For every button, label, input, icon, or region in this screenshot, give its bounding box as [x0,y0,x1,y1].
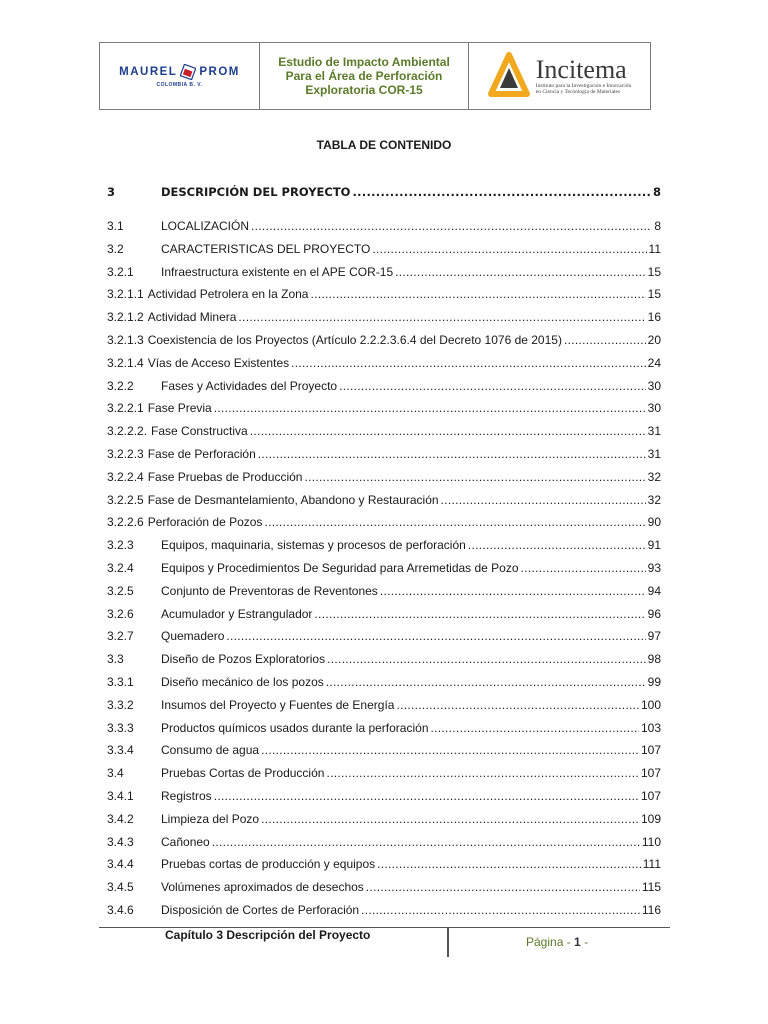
toc-entry-title: Equipos y Procedimientos De Seguridad para Arremetidas de Pozo [161,561,519,575]
toc-entry-title: Consumo de agua [161,743,260,758]
toc-entry-page: 110 [641,834,661,849]
toc-entry-number: 3.2.1.4 [107,355,144,370]
document-header [99,42,651,110]
toc-entry-page: 16 [647,310,661,325]
toc-dot-leader [250,423,646,440]
toc-entry-number: 3.2.2.2. [107,424,148,439]
toc-entry-page: 107 [640,743,661,758]
toc-entry[interactable] [107,879,661,896]
toc-entry[interactable] [107,492,661,509]
maurel-prom-emblem-icon [180,64,196,80]
toc-entry-number: 3.2.1.2 [107,310,144,325]
toc-entry[interactable] [107,218,661,235]
toc-dot-leader [251,218,652,235]
toc-entry[interactable] [107,697,661,714]
toc-entry-title: Productos químicos usados durante la perforación [161,720,429,735]
toc-entry-page: 115 [641,880,661,895]
toc-entry[interactable] [107,765,661,782]
toc-entry-page: 98 [647,652,661,667]
toc-entry[interactable] [107,241,661,258]
toc-entry-number: 3.2.3 [107,538,134,553]
toc-entry-title: Perforación de Pozos [147,515,263,530]
toc-entry[interactable] [107,309,661,326]
toc-entry-page: 8 [654,219,661,233]
toc-entry-title: Fase Constructiva [151,424,248,439]
toc-entry-page: 90 [647,515,661,530]
toc-dot-leader [380,583,646,600]
toc-entry[interactable] [107,332,661,349]
toc-entry-page: 107 [640,789,661,803]
toc-entry-title: Pruebas Cortas de Producción [161,766,325,781]
toc-entry-title: CARACTERISTICAS DEL PROYECTO [161,241,371,256]
header-title-line-3: Exploratoria COR-15 [305,83,423,97]
toc-entry-number: 3.2.2.6 [107,515,144,530]
toc-entry[interactable] [107,560,661,577]
toc-entry[interactable] [107,469,661,486]
toc-entry-title: Conjunto de Preventoras de Reventones [161,583,378,598]
footer-page-suffix: - [584,935,589,949]
toc-entry-number: 3.2.2.4 [107,469,144,484]
toc-entry-number: 3.4.1 [107,789,134,803]
toc-entry-number: 3.3.3 [107,720,134,735]
toc-dot-leader [361,902,640,919]
toc-entry-page: 116 [641,903,661,917]
toc-dot-leader [291,355,646,372]
toc-entry[interactable] [107,811,661,828]
toc-entry[interactable] [107,742,661,759]
toc-entry[interactable] [107,856,661,873]
toc-entry[interactable] [107,606,661,623]
toc-entry-number: 3 [107,185,116,199]
incitema-tagline-1: Instituto para la Investigación e Innovación [535,82,632,89]
toc-entry-page: 99 [647,675,661,689]
toc-entry-page: 100 [640,697,661,712]
toc-entry-title: Diseño de Pozos Exploratorios [161,652,326,667]
toc-dot-leader [214,788,639,805]
toc-entry-title: Pruebas cortas de producción y equipos [161,857,376,872]
toc-entry-page: 20 [647,333,661,347]
toc-entry-title: Cañoneo [161,834,210,849]
toc-entry-page: 93 [647,561,661,575]
footer-page-label: Página - [526,935,571,949]
header-title-line-1: Estudio de Impacto Ambiental [278,55,450,69]
incitema-logo [469,43,650,109]
toc-dot-leader [395,264,646,281]
toc-entry-number: 3.4 [107,766,124,781]
toc-entry-title: Insumos del Proyecto y Fuentes de Energía [161,697,395,712]
logo-subtitle: COLOMBIA B. V. [156,82,203,88]
toc-dot-leader [226,628,645,645]
toc-entry[interactable] [107,514,661,531]
toc-dot-leader [396,697,639,714]
toc-entry[interactable] [107,355,661,372]
toc-entry-title: Fase Pruebas de Producción [147,469,303,484]
toc-entry-title: Limpieza del Pozo [161,811,260,826]
toc-entry-number: 3.2.4 [107,561,134,575]
toc-entry-number: 3.3.1 [107,675,134,689]
toc-entry[interactable] [107,400,661,417]
footer-chapter: Capítulo 3 Descripción del Proyecto [165,928,371,942]
footer-page-number: 1 [574,935,581,949]
toc-dot-leader [521,560,646,577]
toc-entry-number: 3.1 [107,219,124,233]
toc-entry-title: Diseño mecánico de los pozos [161,675,324,689]
toc-entry-title: Vías de Acceso Existentes [147,355,290,370]
toc-dot-leader [264,514,645,531]
toc-entry-title: DESCRIPCIÓN DEL PROYECTO [161,185,351,199]
toc-entry-number: 3.3.2 [107,697,134,712]
toc-dot-leader [468,537,646,554]
toc-entry-number: 3.2.1.3 [107,333,144,347]
toc-dot-leader [441,492,646,509]
toc-entry[interactable] [107,651,661,668]
toc-entry-number: 3.2.6 [107,606,134,621]
toc-dot-leader [314,606,645,623]
toc-entry[interactable] [107,423,661,440]
toc-entry[interactable] [107,446,661,463]
toc-dot-leader [372,241,646,258]
toc-entry-page: 96 [647,606,661,621]
toc-dot-leader [258,446,646,463]
toc-entry-title: Fase de Perforación [147,447,256,461]
toc-entry-title: Equipos, maquinaria, sistemas y procesos de perforación [161,538,466,553]
toc-entry-page: 11 [648,241,661,256]
toc-entry-title: Volúmenes aproximados de desechos [161,880,364,895]
incitema-name: Incitema [535,54,627,84]
toc-entry-title: Quemadero [161,629,225,644]
toc-dot-leader [212,834,640,851]
toc-dot-leader [352,184,651,201]
toc-dot-leader [261,742,639,759]
toc-entry[interactable] [107,583,661,600]
toc-entry-page: 32 [647,469,661,484]
toc-entry-page: 109 [640,811,661,826]
toc-entry-title: Fases y Actividades del Proyecto [161,378,338,393]
toc-entry-page: 97 [647,629,661,644]
toc-entry-number: 3.4.3 [107,834,134,849]
toc-entry-page: 8 [652,185,661,199]
toc-dot-leader [261,811,639,828]
toc-entry-number: 3.4.5 [107,880,134,895]
toc-entry-page: 103 [640,720,661,735]
toc-entry-page: 15 [647,264,661,279]
toc-entry-page: 91 [647,538,661,553]
toc-entry-title: Disposición de Cortes de Perforación [161,903,360,917]
toc-entry-page: 31 [647,447,661,461]
toc-entry-number: 3.2.1.1 [107,287,144,302]
toc-entry-page: 111 [642,857,661,872]
toc-entry[interactable] [107,834,661,851]
toc-entry-title: Registros [161,789,212,803]
header-title-line-2: Para el Área de Perforación [285,69,443,83]
toc-entry-page: 30 [647,401,661,416]
toc-dot-leader [304,469,645,486]
toc-entry[interactable] [107,720,661,737]
maurel-prom-logo [100,43,260,109]
toc-entry-number: 3.2 [107,241,124,256]
toc-dot-leader [431,720,639,737]
toc-entry-title: Actividad Petrolera en la Zona [147,287,309,302]
toc-entry-number: 3.2.2.3 [107,447,144,461]
toc-entry[interactable] [107,788,661,805]
toc-entry[interactable] [107,184,661,201]
toc-entry-title: Fase de Desmantelamiento, Abandono y Restauración [147,492,439,507]
toc-entry[interactable] [107,902,661,919]
toc-entry-number: 3.2.2.1 [107,401,144,416]
toc-dot-leader [238,309,645,326]
toc-entry-page: 107 [640,766,661,781]
incitema-tagline-2: en Ciencia y Tecnología de Materiales [535,89,621,95]
toc-entry-page: 30 [647,378,661,393]
toc-entry-title: Acumulador y Estrangulador [161,606,313,621]
toc-entry[interactable] [107,537,661,554]
toc-dot-leader [366,879,640,896]
toc-entry-number: 3.4.2 [107,811,134,826]
toc-dot-leader [339,378,646,395]
toc-entry-number: 3.2.5 [107,583,134,598]
toc-title: TABLA DE CONTENIDO [316,138,452,152]
toc-entry-title: Actividad Minera [147,310,237,325]
toc-entry-page: 94 [647,583,661,598]
toc-entry[interactable] [107,286,661,303]
toc-entry-page: 15 [647,287,661,302]
logo-word-left: MAUREL [119,66,178,78]
toc-entry[interactable] [107,628,661,645]
toc-entry-number: 3.2.7 [107,629,134,644]
toc-entry-number: 3.2.1 [107,264,134,279]
toc-dot-leader [326,765,639,782]
toc-entry-title: LOCALIZACIÓN [161,219,250,233]
header-title [260,43,469,109]
toc-entry-number: 3.3.4 [107,743,134,758]
toc-entry-page: 32 [647,492,661,507]
toc-entry-number: 3.4.6 [107,903,134,917]
toc-entry-page: 24 [647,355,661,370]
incitema-emblem-icon [488,52,530,100]
toc-dot-leader [327,651,646,668]
toc-entry-number: 3.3 [107,652,124,667]
toc-dot-leader [377,856,641,873]
toc-dot-leader [310,286,645,303]
toc-entry-number: 3.2.2 [107,378,134,393]
footer-page [526,935,588,949]
toc-entry[interactable] [107,264,661,281]
footer-divider [447,927,449,957]
toc-dot-leader [326,674,646,691]
logo-word-right: PROM [199,66,240,78]
toc-entry-title: Infraestructura existente en el APE COR-15 [161,264,394,279]
toc-entry[interactable] [107,378,661,395]
toc-entry-page: 31 [647,424,661,439]
toc-entry-number: 3.4.4 [107,857,134,872]
toc-dot-leader [214,400,646,417]
toc-entry-title: Fase Previa [147,401,212,416]
toc-entry-number: 3.2.2.5 [107,492,144,507]
toc-entry-title: Coexistencia de los Proyectos (Artículo 2.2.2.3.6.4 del Decreto 1076 de 2015) [147,333,562,347]
toc-dot-leader [564,332,646,349]
toc-entry[interactable] [107,674,661,691]
